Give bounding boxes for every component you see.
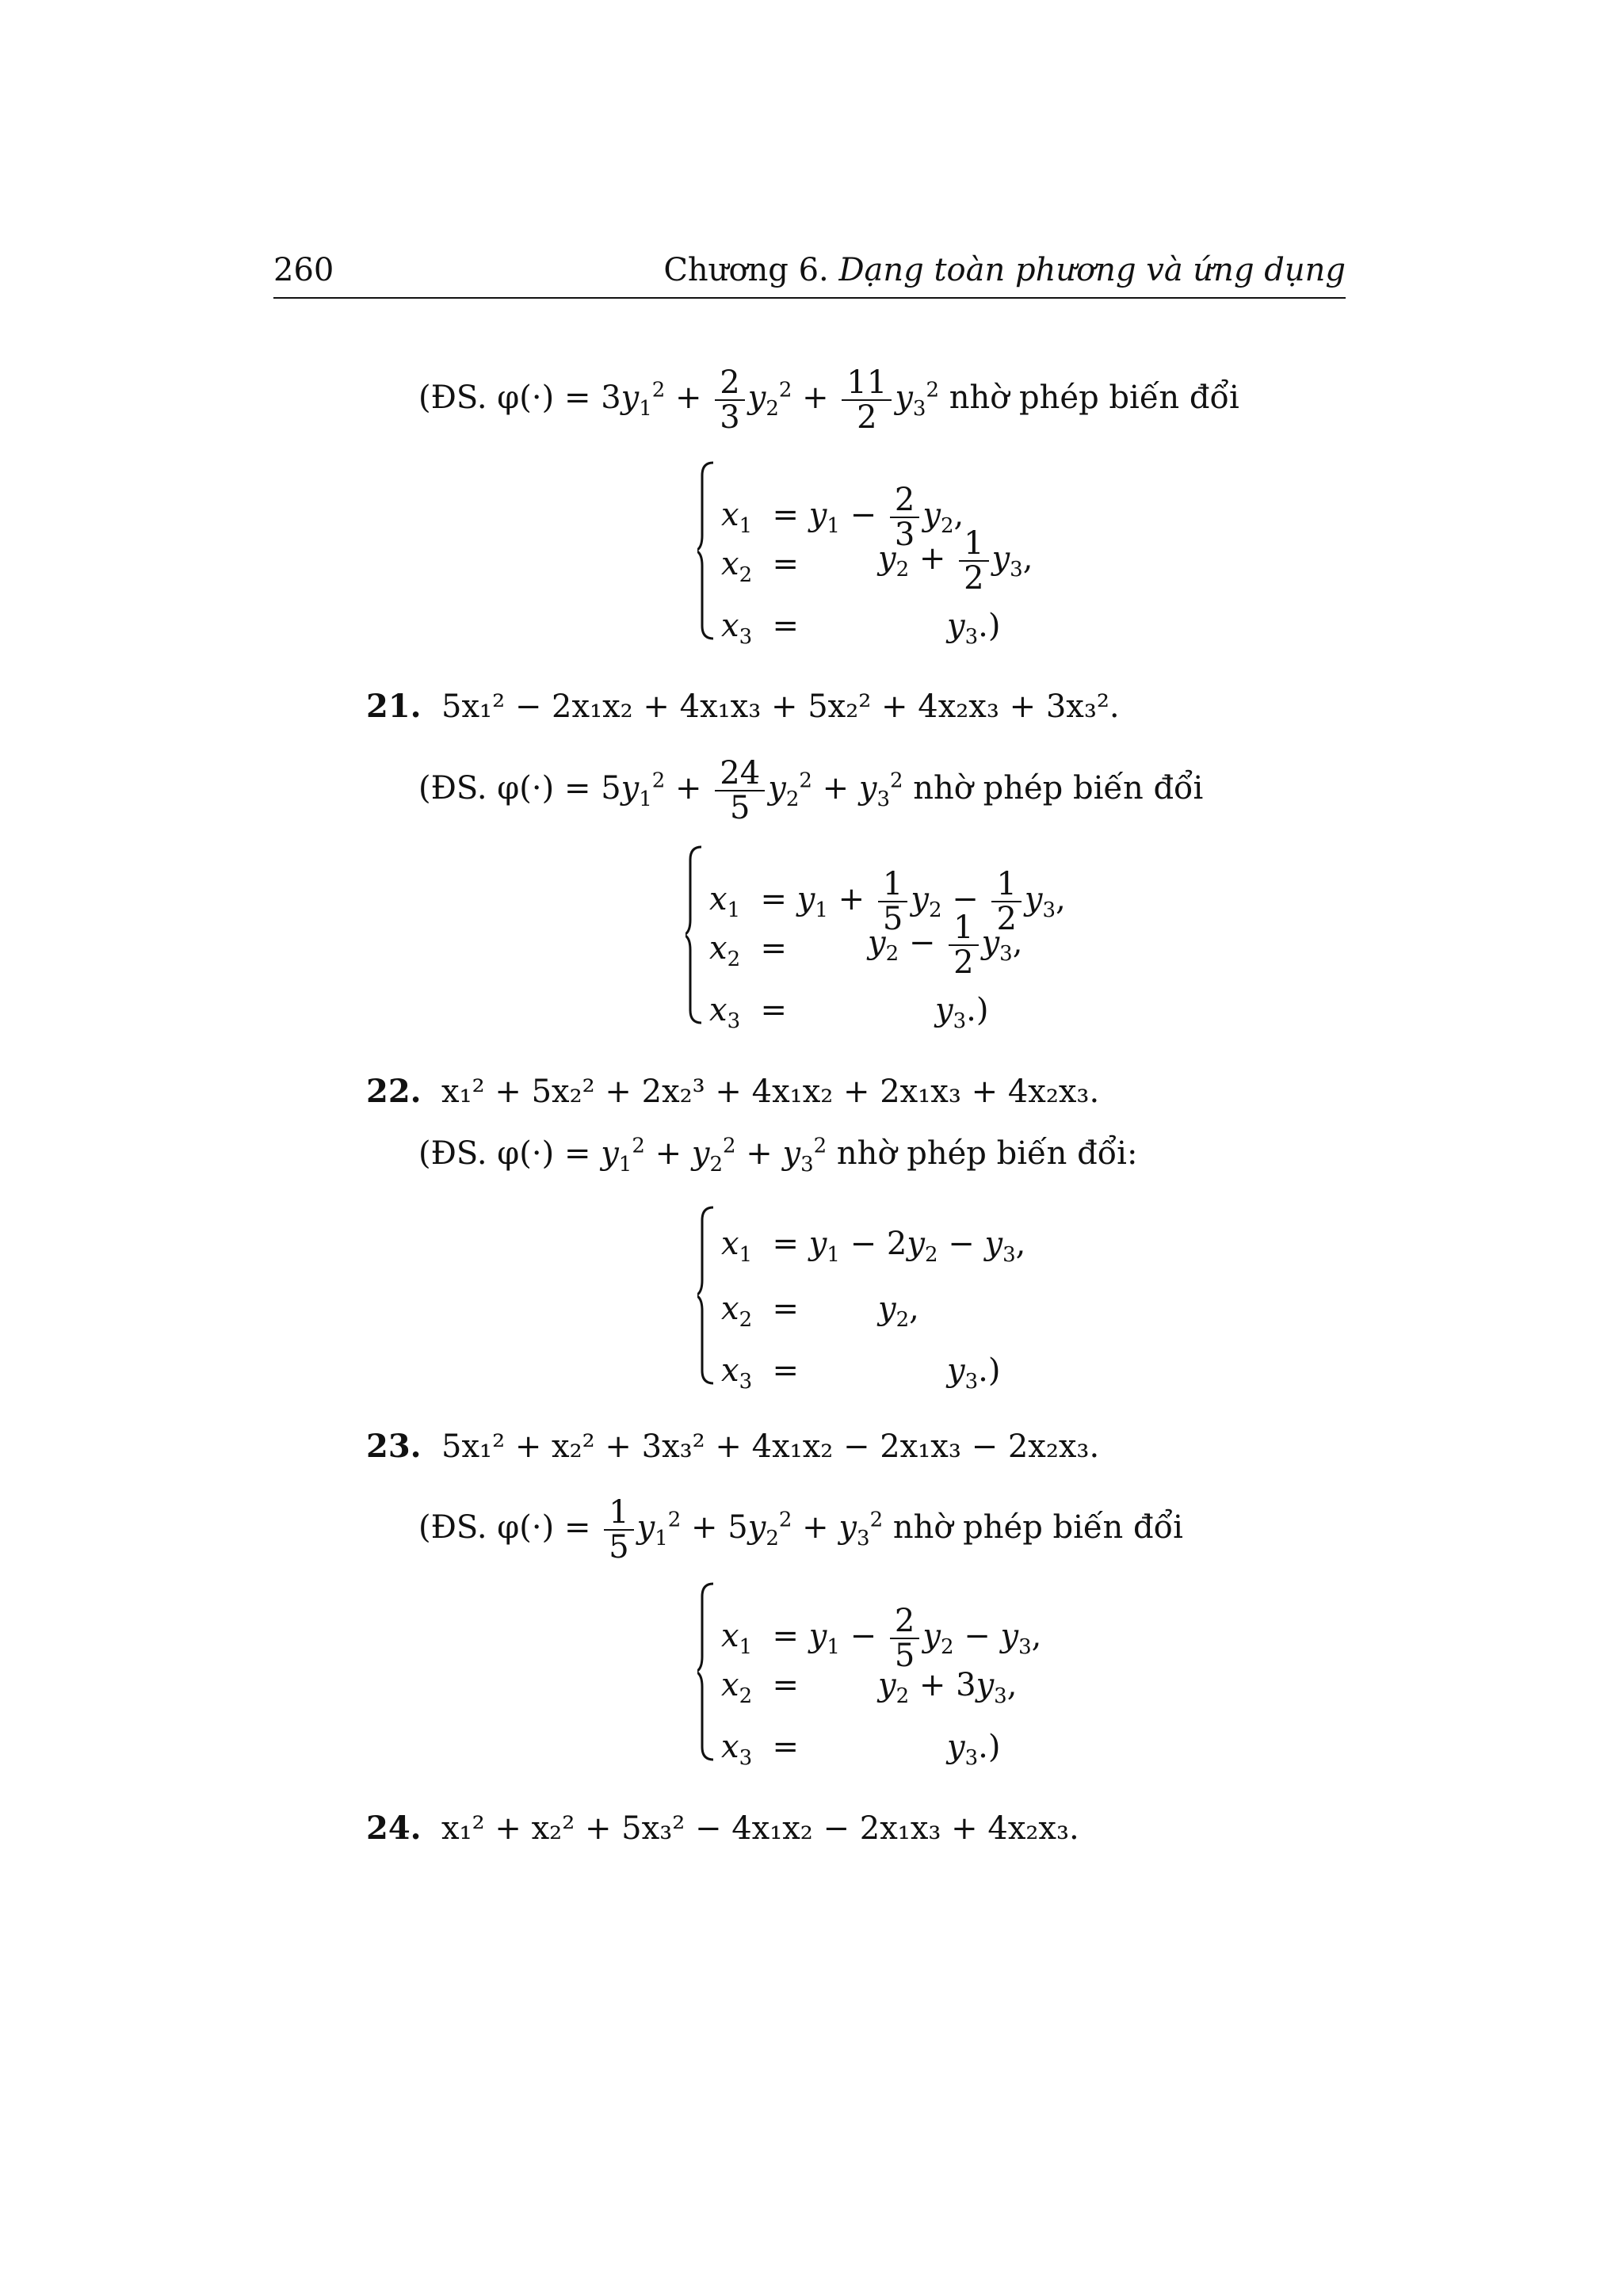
fraction: $\frac{24}{5}$	[715, 757, 765, 825]
transformation-system-20: $x_1 = y_1$ − $\frac{2}{3}$ $y_2$, $x_2$ = $y_2$ + $\frac{1}{2}$ $y_3$, $x_3$ = $y_3$.)	[697, 460, 1062, 658]
transformation-system-21: $x_1 = y_1$ + $\frac{1}{5}$ $y_2$ − $\frac{1}{2}$ $y_3$, $x_2$ = $y_2$ − $\frac{1}{2}$ $y_3$, $x_3$ = $y_3$.)	[685, 844, 1066, 1042]
chapter-prefix: Chương 6.	[663, 252, 839, 288]
transformation-system-22: $x_1 = y_1 - 2y_2 - y_3$, $x_2$ = $y_2$, $x_3$ = $y_3$.)	[697, 1204, 1062, 1402]
fraction: $\frac{2}{3}$	[715, 366, 744, 434]
left-brace	[697, 1204, 716, 1386]
problem-24: 24. x₁² + x₂² + 5x₃² − 4x₁x₂ − 2x₁x₃ + 4x₂x₃.	[366, 1810, 1079, 1847]
problem-21: 21. 5x₁² − 2x₁x₂ + 4x₁x₃ + 5x₂² + 4x₂x₃ + 3x₃².	[366, 688, 1120, 725]
left-brace	[697, 460, 716, 642]
fraction: $\frac{11}{2}$	[842, 366, 892, 434]
running-header	[663, 252, 1346, 288]
answer-22: (ĐS. $\varphi(\cdot) = y_1^2 + y_2^2 + y_3^2$ nhờ phép biến đổi:	[418, 1134, 1138, 1177]
answer-23: (ĐS. φ(·) = $\frac{1}{5}$ $y_1^2 + 5y_2^2 + y_3^2$ nhờ phép biến đổi	[418, 1494, 1183, 1566]
left-brace	[697, 1581, 716, 1763]
left-brace	[685, 844, 705, 1026]
problem-23: 23. 5x₁² + x₂² + 3x₃² + 4x₁x₂ − 2x₁x₃ − 2x₂x₃.	[366, 1428, 1100, 1465]
header-rule	[273, 297, 1346, 299]
problem-22: 22. x₁² + 5x₂² + 2x₂³ + 4x₁x₂ + 2x₁x₃ + 4x₂x₃.	[366, 1073, 1100, 1110]
chapter-title: Dạng toàn phương và ứng dụng	[838, 252, 1346, 288]
fraction: $\frac{1}{5}$	[604, 1496, 633, 1564]
transformation-system-23: $x_1 = y_1$ − $\frac{2}{5}$ $y_2 - y_3$, $x_2$ = $y_2 + 3y_3$, $x_3$ = $y_3$.)	[697, 1581, 1062, 1779]
answer-20: (ĐS. $\varphi(\cdot) = 3y_1^2$ + $\frac{2}{3}$ $y_2^2$ + $\frac{11}{2}$ $y_3^2$ nhờ phép biến đổi	[418, 364, 1239, 436]
page-number: 260	[273, 252, 334, 288]
answer-21: (ĐS. $\varphi(\cdot) = 5y_1^2$ + $\frac{24}{5}$ $y_2^2 + y_3^2$ nhờ phép biến đổi	[418, 755, 1204, 826]
